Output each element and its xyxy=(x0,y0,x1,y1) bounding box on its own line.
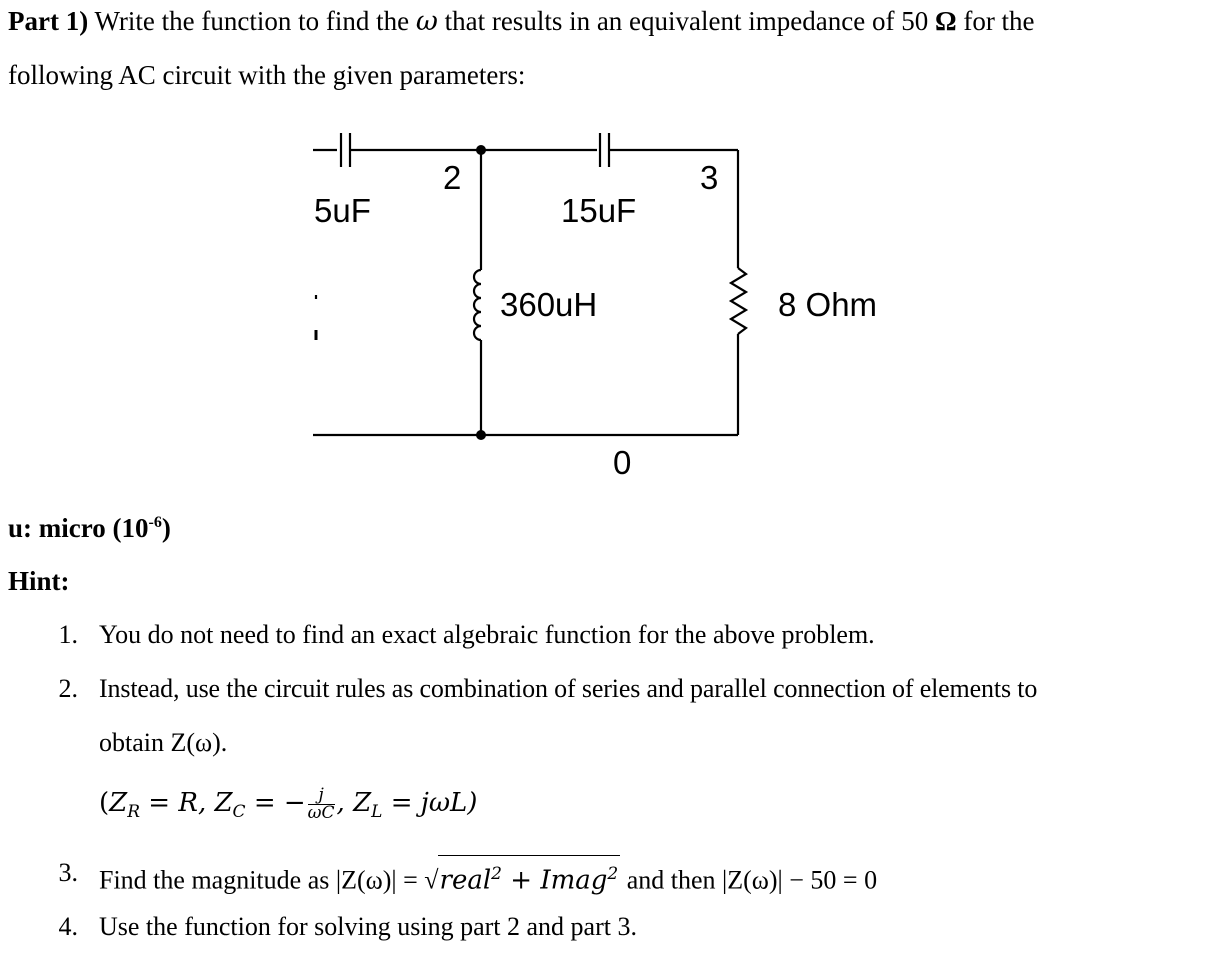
formula-separator: , xyxy=(336,788,354,818)
zl-subscript: L xyxy=(371,802,383,823)
unit-note-exponent: -6 xyxy=(148,514,162,531)
zr-symbol: Z xyxy=(109,788,128,818)
node3-label: 3 xyxy=(700,159,719,196)
zr-subscript: R xyxy=(127,802,141,823)
unit-note-close: ) xyxy=(161,513,171,543)
zc-symbol: Z xyxy=(214,788,233,818)
statement-text-2: that results in an equivalent impedance of 50 xyxy=(437,6,935,36)
hint-item-text: Instead, use the circuit rules as combination of series and parallel connection of elements to xyxy=(99,674,1038,703)
imag-square: 2 xyxy=(607,864,619,884)
hint-item-text: You do not need to find an exact algebraic function for the above problem. xyxy=(99,620,875,649)
zl-symbol: Z xyxy=(353,788,372,818)
resistor-symbol xyxy=(731,268,746,334)
zc-fraction xyxy=(307,784,335,823)
hint-item-number: 1. xyxy=(58,620,78,649)
inductor-label: 360uH xyxy=(500,286,598,323)
hint-item-text xyxy=(99,855,877,899)
part-label: Part 1) xyxy=(8,6,89,36)
hint-title: Hint: xyxy=(8,566,70,596)
problem-statement-line1 xyxy=(8,3,1035,40)
c1-label: 5uF xyxy=(314,192,371,229)
fraction-denominator: ωC xyxy=(307,802,335,823)
hint-item-continuation: obtain Z(ω). xyxy=(99,728,228,757)
formula-open-paren: ( xyxy=(99,788,110,818)
sqrt-symbol: √ xyxy=(424,865,439,895)
unit-note-text: u: micro (10 xyxy=(8,513,149,543)
zc-subscript: C xyxy=(232,802,246,823)
real-term: real xyxy=(439,865,492,896)
resistor-label: 8 Ohm xyxy=(778,286,878,323)
imag-term: + Imag xyxy=(502,865,608,896)
magnitude-rhs: |Z(ω)| − 50 = 0 xyxy=(722,865,878,895)
hint-item-number: 2. xyxy=(58,674,78,703)
inductor-symbol xyxy=(474,270,481,340)
problem-statement-line2: following AC circuit with the given parameters: xyxy=(8,60,526,90)
magnitude-text-a: Find the magnitude as xyxy=(99,865,336,895)
statement-text-1: Write the function to find the xyxy=(88,6,416,36)
zc-equation: = − xyxy=(245,788,306,818)
real-square: 2 xyxy=(491,864,502,884)
magnitude-text-b: and then xyxy=(620,865,723,895)
impedance-formulas xyxy=(99,785,477,830)
magnitude-lhs: |Z(ω)| = xyxy=(335,865,425,895)
fraction-numerator: j xyxy=(308,787,335,805)
statement-text-3: for the xyxy=(956,6,1035,36)
node0-label: 0 xyxy=(613,444,632,481)
ohm-symbol: Ω xyxy=(934,6,957,36)
hint-item-number: 4. xyxy=(58,912,78,941)
c2-label: 15uF xyxy=(561,192,637,229)
hint-item-number: 3. xyxy=(58,858,78,887)
unit-note xyxy=(8,513,171,544)
zr-equation: = R, xyxy=(140,788,215,818)
omega-symbol: ω xyxy=(415,6,438,37)
sqrt-radicand xyxy=(438,855,621,899)
node2-label: 2 xyxy=(443,159,462,196)
zl-equation: = jωL) xyxy=(382,788,478,818)
junction-node0 xyxy=(476,430,486,440)
circuit-diagram xyxy=(0,100,1232,500)
hint-item-text: Use the function for solving using part 2 and part 3. xyxy=(99,912,637,941)
junction-node2 xyxy=(476,145,486,155)
